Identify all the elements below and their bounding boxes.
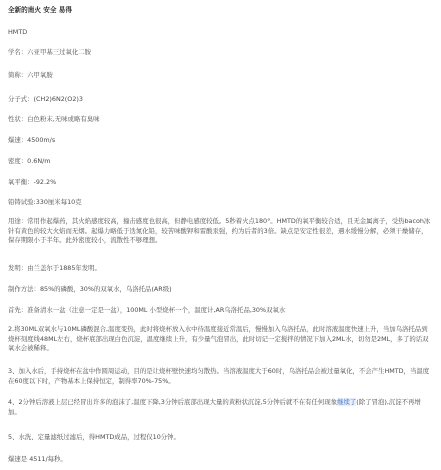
materials: 制作方法：85%的磷酸，30%的双氧水，乌洛托品(AR级) — [8, 285, 172, 293]
step-4-paragraph — [8, 398, 431, 417]
formula: 分子式：(CH2)6N2(O2)3 — [8, 95, 83, 103]
properties: 性状：白色粉末,无味或略有臭味 — [8, 115, 100, 123]
lead-block-test: 铅铸试验:330厘米每10克 — [8, 198, 82, 206]
step-4-text-b: (除了冒泡),沉淀不再增加。 — [8, 398, 421, 416]
step-2-paragraph: 2.将30ML双氧水与10ML磷酸混合,温度变热，此时将烧杯放入水中待温度接近常温后，慢慢加入乌洛托品，此时溶液温度快速上升，当加乌洛托品到烧杯刻度线48ML左右，烧杯底部出现白色沉淀，温度继续上升，有少量气泡冒出，此时切记一定搅拌的情况下加入2ML水，切勿是2ML，多了的话双氧水会被稀释。 — [8, 325, 429, 352]
final-speed: 爆速是 4511/每秒。 — [8, 455, 67, 463]
step-5: 5、水洗、定量滤纸过滤后，得HMTD成品，过程仅10分钟。 — [8, 433, 180, 441]
short-name: 简称：六甲氧胺 — [8, 71, 53, 79]
step-prepare: 首先：准备清水一盆（注意一定是一盆），100ML 小型烧杯一个，温度计,AR乌洛托品,30%双氧水 — [8, 306, 286, 314]
discovery: 发明：由兰盖尔于1885年发明。 — [8, 264, 101, 272]
doc-name: HMTD — [8, 28, 28, 36]
usage-paragraph: 用途：常用作起爆药，其火焰感度较高，撞击感度也很高，但静电感度较低。5秒着火点180°。HMTD的氧平衡较合适，且无金属离子，受热bacoh冰针有黄色的较大火焰而无烟。起爆力略低于迭氮化铅，较苦味酸钾和雷酸汞强，约为后者的3倍。缺点是安定性很差，遇水缓慢分解，必须干燥储存，保存期限小于半年。此外密度较小，流散性不够理想。 — [8, 217, 431, 244]
step-4-highlight: 继续了 — [337, 398, 357, 406]
detonation-speed: 爆速：4500m/s — [8, 136, 56, 144]
density: 密度：0.6N/m — [8, 157, 51, 165]
step-4-text-a: 4、2分钟后溶液上层已经冒出许多的泡沫了,温度下降,3分钟后底部出现大量的黄粉状沉淀,5分钟后就不在有任何现象 — [8, 398, 338, 406]
oxygen-balance: 氧平衡：-92.2% — [8, 178, 57, 186]
chem-name: 学名：六亚甲基三过氧化二胺 — [8, 48, 92, 56]
page-title: 全新的南火 安全 易得 — [8, 6, 72, 14]
step-3-paragraph: 3、加入水后，手持烧杯在盆中作圆周运动，目的是让烧杯壁快速均匀散热。当溶液温度大于60时，乌洛托品会被过量氧化，不会产生HMTD，当温度在60度以下时，产物基本上保持恒定，制得率70%-75%。 — [8, 367, 430, 385]
